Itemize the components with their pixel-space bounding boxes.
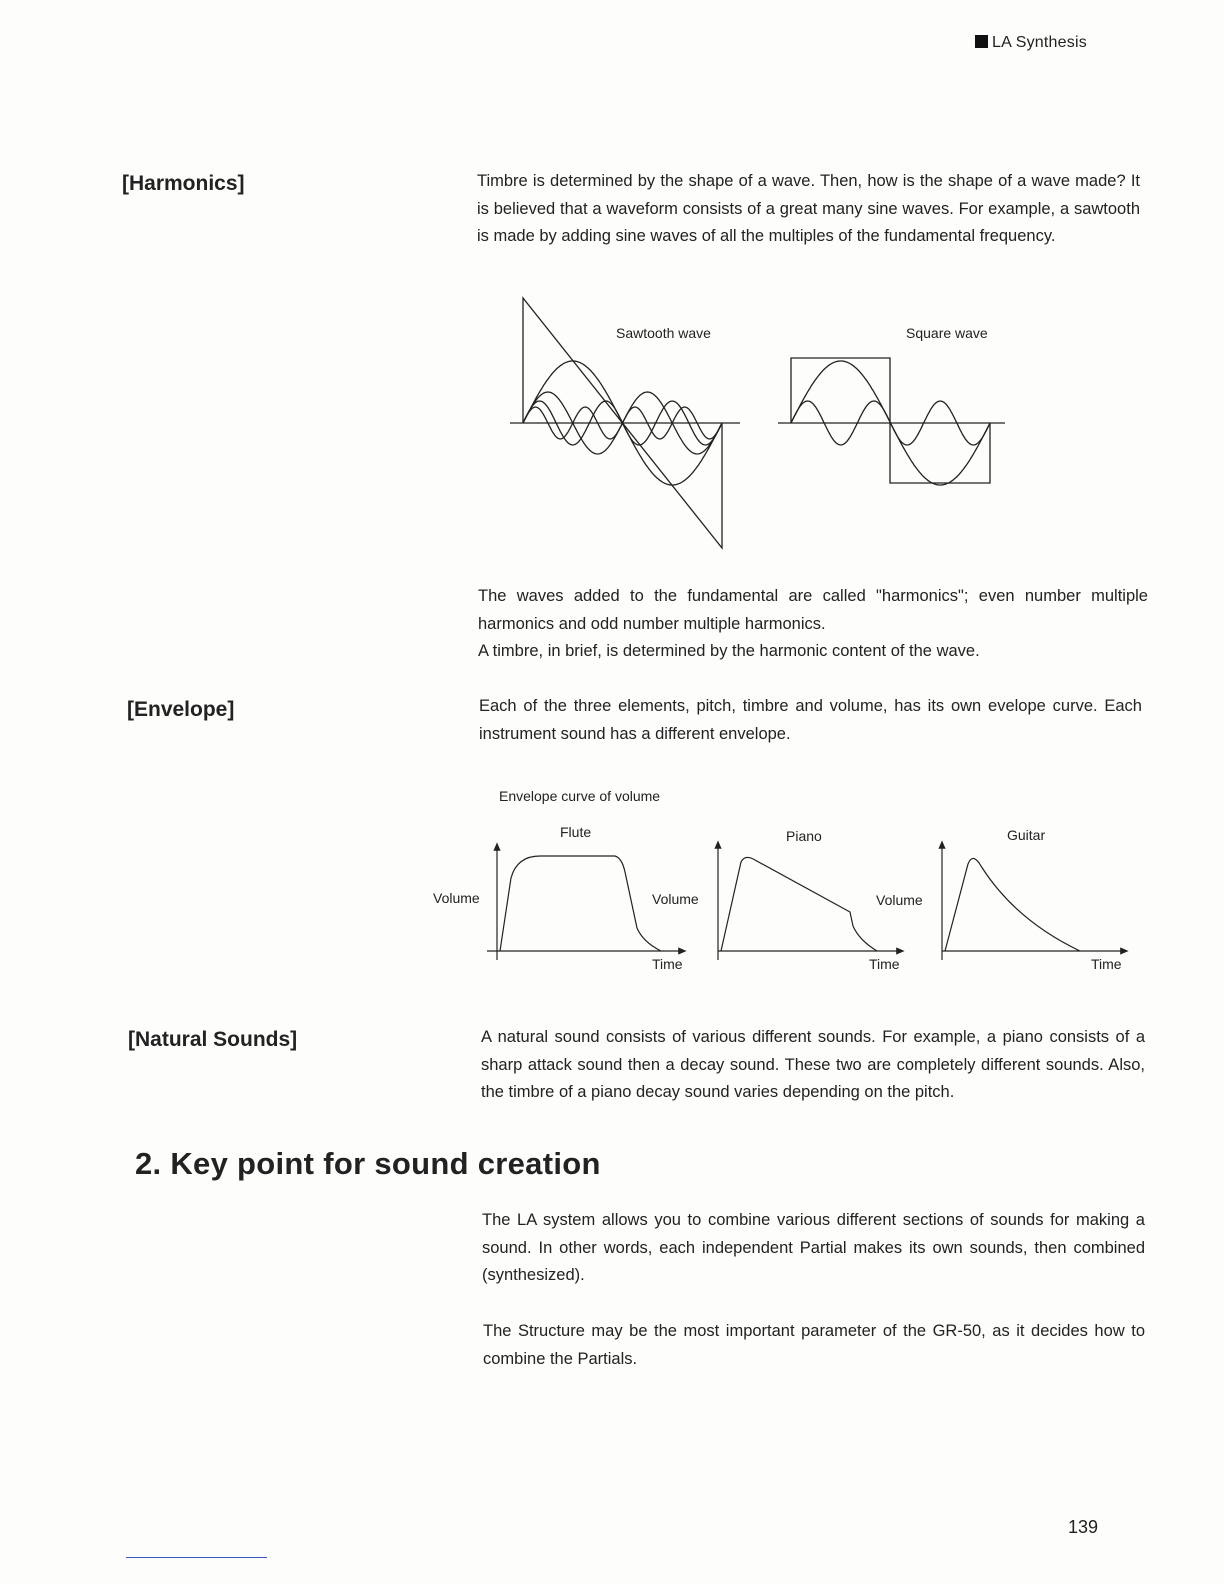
guitar-volume-label: Volume (876, 892, 923, 908)
flute-time-label: Time (652, 956, 683, 972)
natural-sounds-heading: [Natural Sounds] (128, 1028, 298, 1051)
harmonics-heading: [Harmonics] (122, 172, 245, 195)
sawtooth-label: Sawtooth wave (616, 325, 711, 341)
flute-volume-label: Volume (433, 890, 480, 906)
harmonics-paragraph-2: The waves added to the fundamental are called "harmonics"; even number multiple harmonics and odd number multiple harmonics. (478, 587, 1148, 633)
square-bullet-icon (975, 35, 988, 48)
guitar-envelope (945, 858, 1080, 951)
piano-time-label: Time (869, 956, 900, 972)
piano-label: Piano (786, 828, 822, 844)
header-section: LA Synthesis (992, 34, 1087, 51)
running-header (975, 34, 1087, 52)
key-point-paragraph-2: The Structure may be the most important parameter of the GR-50, as it decides how to combine the Partials. (483, 1322, 1145, 1368)
natural-sounds-paragraph: A natural sound consists of various different sounds. For example, a piano consists of a sharp attack sound then a decay sound. These two are completely different sounds. Also, the timbre of a piano decay sound varies depending on the pitch. (481, 1028, 1145, 1101)
footer-rule (126, 1557, 267, 1558)
flute-label: Flute (560, 824, 592, 840)
square-label: Square wave (906, 325, 988, 341)
flute-envelope (500, 856, 661, 951)
square-shape (791, 358, 990, 483)
guitar-time-label: Time (1091, 956, 1122, 972)
envelope-paragraph: Each of the three elements, pitch, timbre and volume, has its own evelope curve. Each instrument sound has a different envelope. (479, 697, 1142, 743)
piano-envelope (721, 857, 877, 951)
key-point-paragraph-1: The LA system allows you to combine various different sections of sounds for making a sound. In other words, each independent Partial makes its own sounds, then combined (synthesized). (482, 1211, 1145, 1284)
harmonics-paragraph-3: A timbre, in brief, is determined by the harmonic content of the wave. (478, 642, 980, 660)
harmonics-paragraph: Timbre is determined by the shape of a wave. Then, how is the shape of a wave made? It is believed that a waveform consists of a great many sine waves. For example, a sawtooth is made by adding sine waves of all the multiples of the fundamental frequency. (477, 172, 1140, 245)
envelope-caption: Envelope curve of volume (499, 788, 661, 804)
envelope-heading: [Envelope] (127, 698, 235, 721)
section-heading: 2. Key point for sound creation (135, 1146, 601, 1181)
guitar-label: Guitar (1007, 827, 1046, 843)
envelope-figure (425, 780, 1145, 980)
harmonics-figure (500, 290, 1020, 560)
page-number: 139 (1068, 1517, 1099, 1537)
piano-volume-label: Volume (652, 891, 699, 907)
